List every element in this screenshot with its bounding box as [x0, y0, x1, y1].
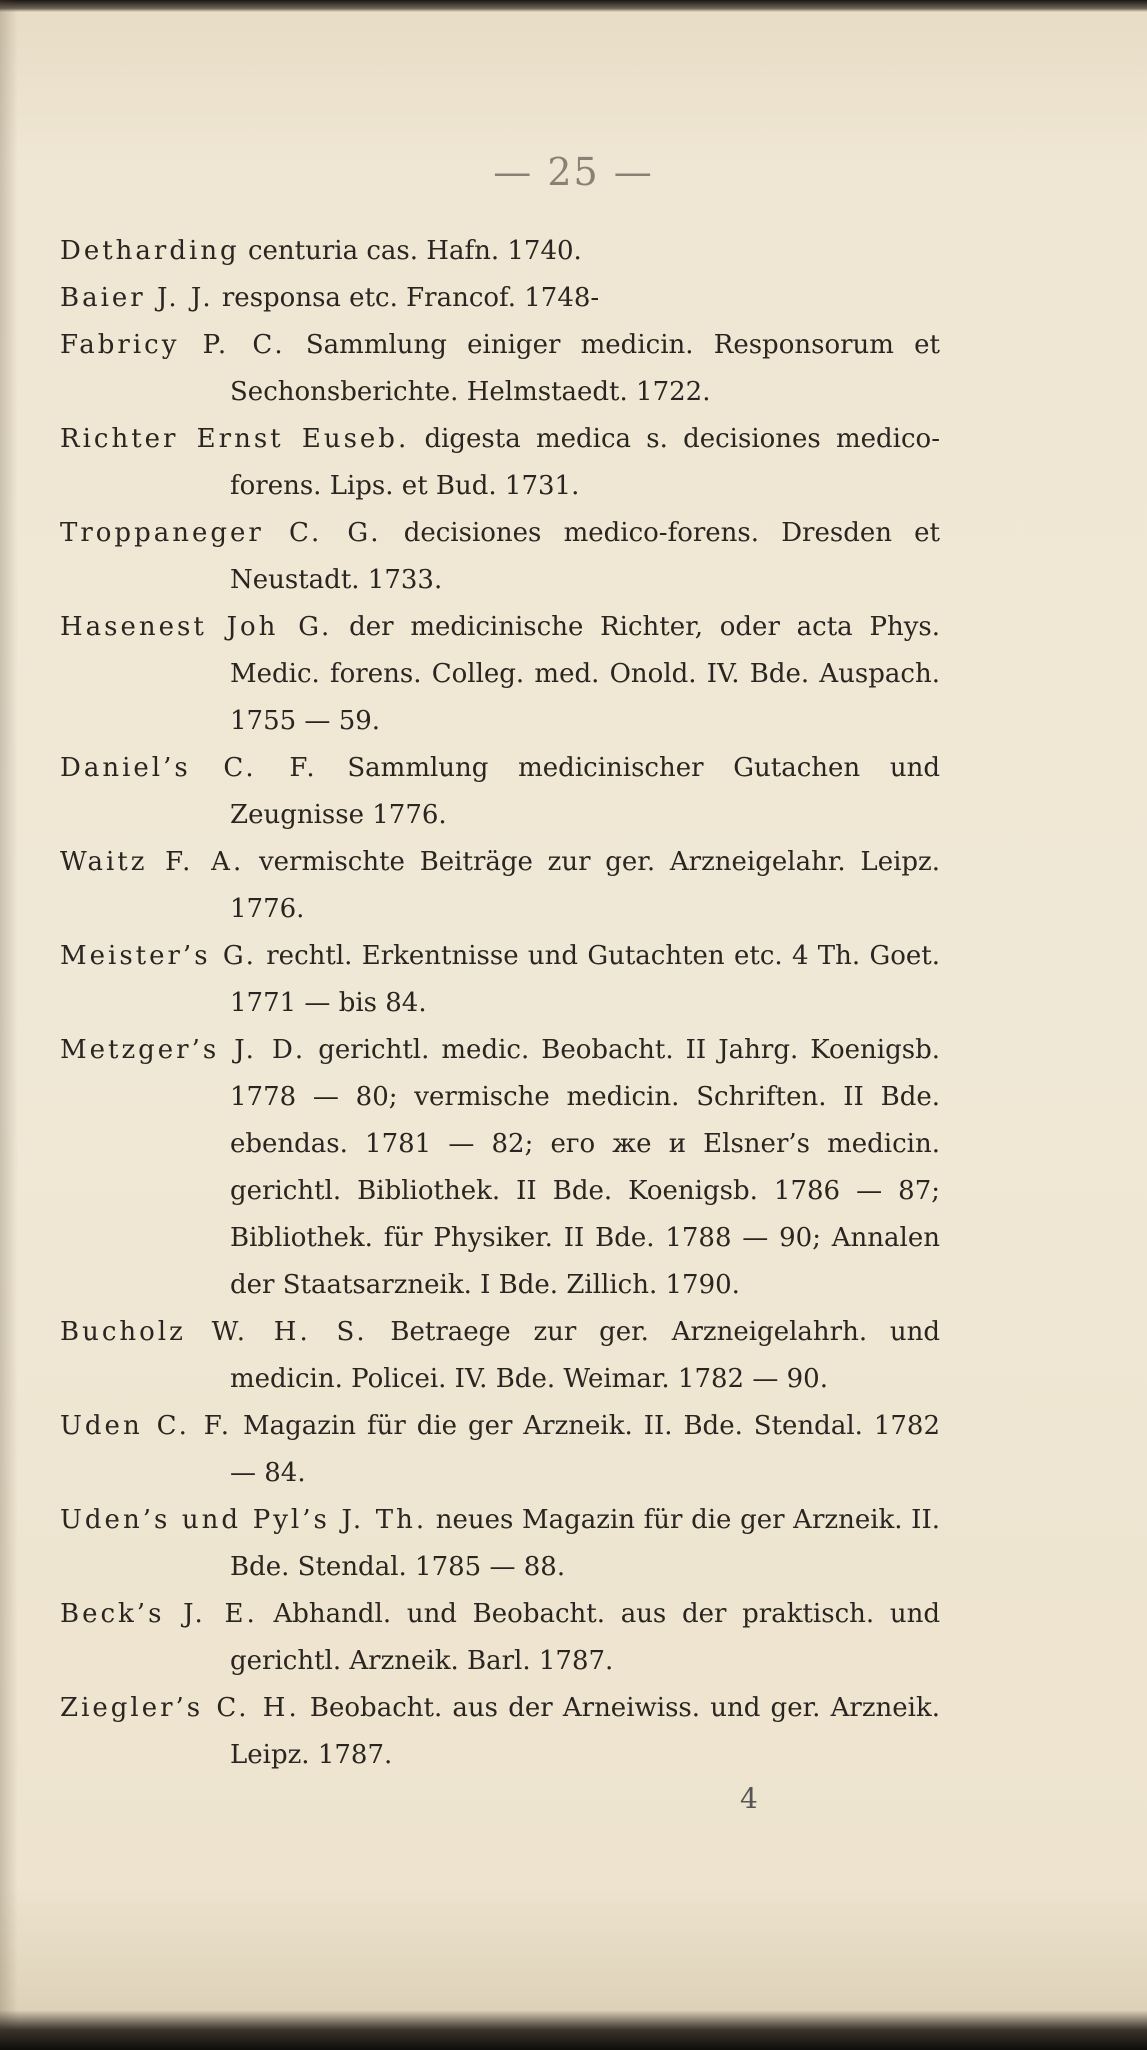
- bottom-page-edge: [0, 2010, 1147, 2050]
- bibliography-entry: [60, 604, 940, 745]
- bibliography-entry: [60, 510, 940, 604]
- binding-shadow: [0, 0, 18, 2050]
- bibliography-entry: [60, 275, 940, 322]
- entry-text: Abhandl. und Beobacht. aus der praktisch. und gerichtl. Arzneik. Barl. 1787.: [230, 1599, 941, 1676]
- entry-text: der medicinische Richter, oder acta Phys. Medic. forens. Colleg. med. Onold. IV. Bde. Auspach. 1755 — 59.: [230, 612, 940, 736]
- bibliography-entry: [60, 839, 940, 933]
- entry-text: gerichtl. medic. Beobacht. II Jahrg. Koenigsb. 1778 — 80; vermische medicin. Schriften. II Bde. ebendas. 1781 — 82; его же и Elsner’s medicin. gerichtl. Bibliothek. II Bde. Koenigsb. 1786 — 87; Bibliothek. für Physiker. II Bde. 1788 — 90; Annalen der Staatsarzneik. I Bde. Zillich. 1790.: [230, 1035, 940, 1300]
- entry-text: vermischte Beiträge zur ger. Arzneigelahr. Leipz. 1776.: [230, 847, 940, 924]
- bibliography-entry: [60, 1685, 940, 1779]
- bibliography-entry: [60, 1497, 940, 1591]
- entry-author: Bucholz W. H. S.: [60, 1317, 368, 1347]
- entry-author: Baier J. J.: [60, 283, 214, 313]
- entry-author: Fabricy P. C.: [60, 330, 286, 360]
- entry-author: Daniel’s C. F.: [60, 753, 318, 783]
- top-page-edge: [0, 0, 1147, 12]
- bibliography-entry: [60, 416, 940, 510]
- entry-text: decisiones medico-forens. Dresden et Neustadt. 1733.: [230, 518, 941, 595]
- bibliography-entry: [60, 1309, 940, 1403]
- entry-text: responsa etc. Francof. 1748-: [213, 283, 600, 313]
- entry-text: centuria cas. Hafn. 1740.: [239, 236, 582, 266]
- entry-author: Meister’s G.: [60, 941, 257, 971]
- entry-text: Magazin für die ger Arzneik. II. Bde. Stendal. 1782 — 84.: [230, 1411, 941, 1488]
- entry-author: Troppaneger C. G.: [60, 518, 382, 548]
- entry-text: digesta medica s. decisiones medico-forens. Lips. et Bud. 1731.: [230, 424, 940, 501]
- entry-author: Uden’s und Pyl’s J. Th.: [60, 1505, 428, 1535]
- entry-text: rechtl. Erkentnisse und Gutachten etc. 4 Th. Goet. 1771 — bis 84.: [230, 941, 940, 1018]
- entry-text: Sammlung einiger medicin. Responsorum et Sechonsberichte. Helmstaedt. 1722.: [230, 330, 940, 407]
- entry-author: Metzger’s J. D.: [60, 1035, 307, 1065]
- bibliography-entry: [60, 1591, 940, 1685]
- entry-author: Uden C. F.: [60, 1411, 233, 1441]
- entry-text: Beobacht. aus der Arneiwiss. und ger. Arzneik. Leipz. 1787.: [230, 1693, 940, 1770]
- bibliography-entry: [60, 1027, 940, 1309]
- entry-author: Beck’s J. E.: [60, 1599, 258, 1629]
- bibliography-entry: [60, 322, 940, 416]
- entry-text: neues Magazin für die ger Arzneik. II. Bde. Stendal. 1785 — 88.: [230, 1505, 940, 1582]
- entry-author: Richter Ernst Euseb.: [60, 424, 410, 454]
- bibliography-entry: [60, 933, 940, 1027]
- bibliography-list: [60, 228, 940, 1779]
- entry-author: Hasenest Joh G.: [60, 612, 333, 642]
- bibliography-entry: [60, 228, 940, 275]
- entry-author: Waitz F. A.: [60, 847, 245, 877]
- entry-author: Detharding: [60, 236, 240, 266]
- entry-text: Sammlung medicinischer Gutachen und Zeugnisse 1776.: [230, 753, 940, 830]
- entry-author: Ziegler’s C. H.: [60, 1693, 300, 1723]
- signature-mark: 4: [740, 1782, 758, 1815]
- entry-text: Betraege zur ger. Arzneigelahrh. und medicin. Policei. IV. Bde. Weimar. 1782 — 90.: [230, 1317, 940, 1394]
- page-number-header: — 25 —: [493, 150, 654, 194]
- bibliography-entry: [60, 1403, 940, 1497]
- bibliography-entry: [60, 745, 940, 839]
